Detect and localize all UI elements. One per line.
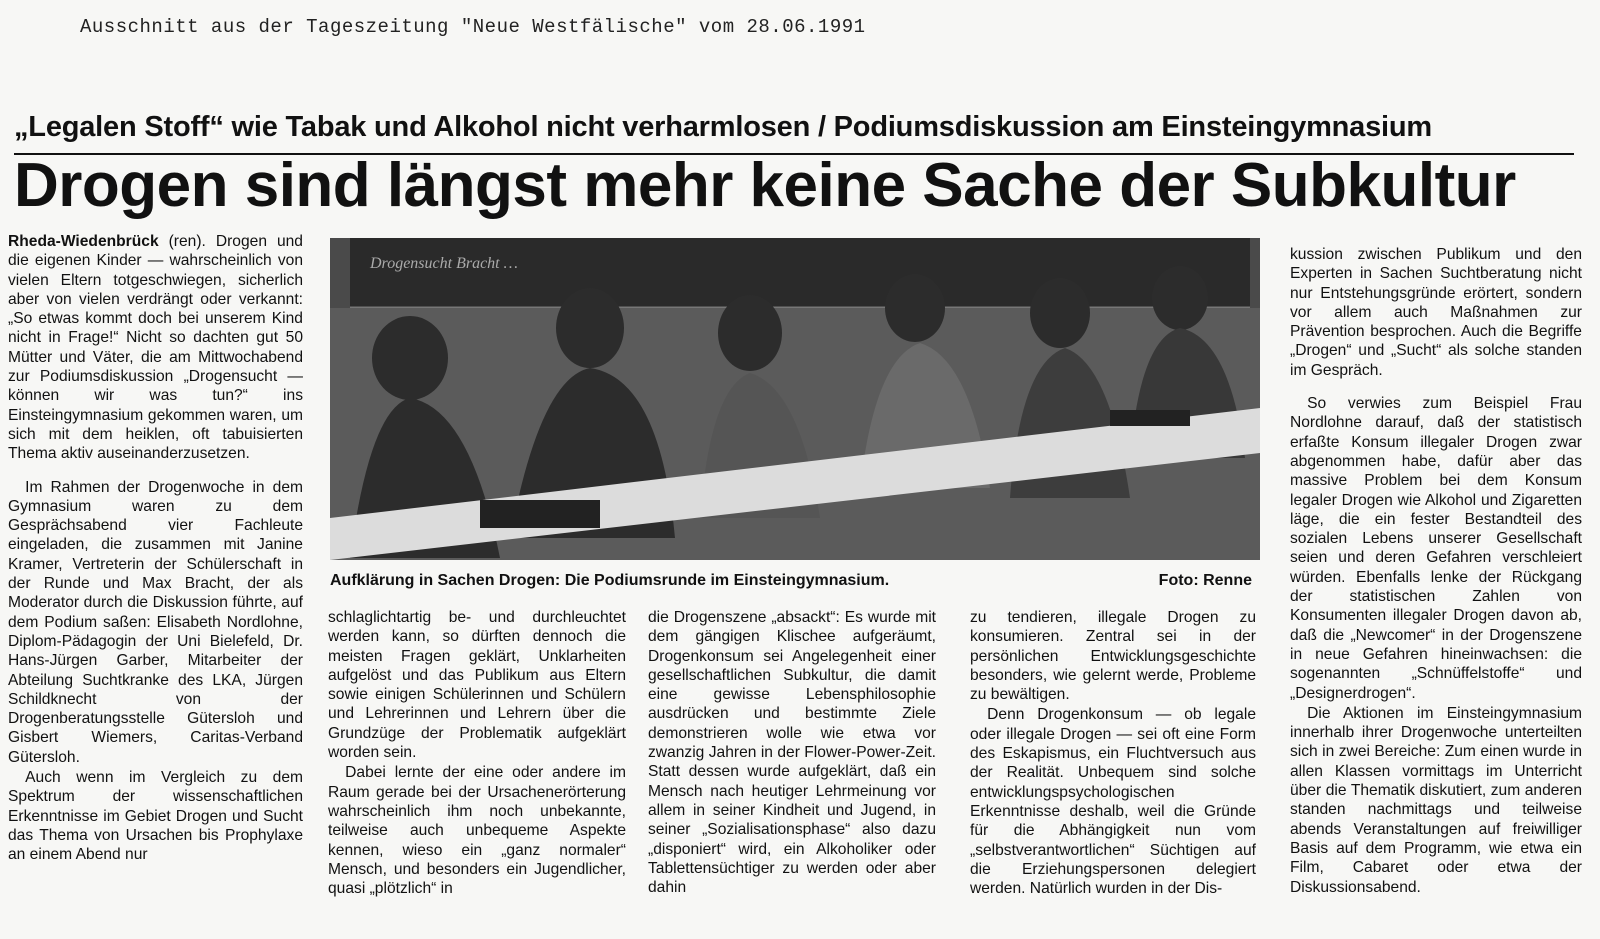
photo-credit: Foto: Renne — [1158, 572, 1252, 589]
photo-illustration — [330, 238, 1260, 560]
paragraph: die Drogenszene „absackt“: Es wurde mit dem gängigen Klischee aufgeräumt, Drogenkonsum sei Angelegenheit einer gesellschaftlichen Subkultur, die damit eine gewisse Lebensphilosophie ausdrücken und bestimmte Ziele demonstrieren wolle wie etwa vor zwanzig Jahren in der Flower-Power-Zeit. Statt dessen wurde aufgeklärt, daß ein Mensch nach heutiger Lehrmeinung vor allem in seiner Kindheit und Jugend, in seiner „Sozialisationsphase“ also dazu „disponiert“ wird, ein Alkoholiker oder Tablettensüchtiger zu werden oder aber dahin — [648, 609, 936, 897]
kicker-subheadline: „Legalen Stoff“ wie Tabak und Alkohol nicht verharmlosen / Podiumsdiskussion am Einsteingymnasium — [14, 111, 1432, 143]
paragraph: Im Rahmen der Drogenwoche in dem Gymnasium waren zu dem Gesprächsabend vier Fachleute eingeladen, die zusammen mit Janine Kramer, Vertreterin der Schülerschaft in der Runde und Max Bracht, der als Moderator durch die Diskussion führte, auf dem Podium saßen: Elisabeth Nordlohne, Diplom-Pädagogin der Uni Bielefeld, Dr. Hans-Jürgen Garber, Mitarbeiter der Abteilung Suchtkranke des LKA, Jürgen Schildknecht von der Drogenberatungsstelle Gütersloh und Gisbert Wiemers, Caritas-Verband Gütersloh. — [8, 478, 303, 766]
headline: Drogen sind längst mehr keine Sache der Subkultur — [14, 151, 1516, 220]
caption-text: Aufklärung in Sachen Drogen: Die Podiumsrunde im Einsteingymnasium. — [330, 572, 890, 589]
dateline: Rheda-Wiedenbrück — [8, 233, 159, 250]
paragraph: Auch wenn im Vergleich zu dem Spektrum der wissenschaftlichen Erkenntnisse im Gebiet Drogen und Sucht das Thema von Ursachen bis Prophylaxe an einem Abend nur — [8, 769, 303, 864]
photo-caption — [330, 572, 1260, 590]
paragraph: Dabei lernte der eine oder andere im Raum gerade bei der Ursachenerörterung wahrscheinlich ihm noch unbekannte, teilweise auch unbequeme Aspekte kennen, wieso ein „ganz normaler“ Mensch, und besonders ein Jugendlicher, quasi „plötzlich“ in — [328, 764, 626, 898]
paragraph: kussion zwischen Publikum und den Experten in Sachen Suchtberatung nicht nur Entstehungsgründe erörtert, sondern vor allem auch Maßnahmen zur Prävention besprochen. Auch die Begriffe „Drogen“ und „Sucht“ als solche standen im Gespräch. — [1290, 246, 1582, 379]
paragraph: Denn Drogenkonsum — ob legale oder illegale Drogen — sei oft eine Form des Eskapismus, ein Fluchtversuch aus der Realität. Unbequem sind solche entwicklungspsychologischen Erkenntnisse deshalb, weil die Gründe für die Abhängigkeit nun vom „selbstverantwortlichen“ Süchtigen auf die Erziehungspersonen delegiert werden. Natürlich wurden in der Dis- — [970, 706, 1256, 898]
article-column-4 — [970, 608, 1256, 898]
paragraph: Rheda-Wiedenbrück (ren). Drogen und die eigenen Kinder — wahrscheinlich von vielen Eltern totgeschwiegen, sicherlich aber von vielen verdrängt oder verkannt: „So etwas kommt doch bei unserem Kind nicht in Frage!“ Nicht so dachten gut 50 Mütter und Väter, die am Mittwochabend zur Podiumsdiskussion „Drogensucht — können wir was tun?“ ins Einsteingymnasium gekommen waren, um sich mit dem heiklen, oft tabuisierten Thema aktiv auseinanderzusetzen. — [8, 233, 303, 463]
article-column-3 — [648, 608, 936, 897]
paragraph: Die Aktionen im Einsteingymnasium innerhalb ihrer Drogenwoche unterteilten sich in zwei Bereiche: Zum einen wurde in allen Klassen vormittags im Unterricht über die Thematik diskutiert, zum anderen standen nachmittags und teilweise abends Veranstaltungen auf freiwilliger Basis auf dem Programm, wie etwa ein Film, Cabaret oder etwa der Diskussionsabend. — [1290, 704, 1582, 896]
paragraph: schlaglichtartig be- und durchleuchtet werden kann, so dürften dennoch die meisten Fragen geklärt, Unklarheiten aufgelöst und das Publikum aus Eltern sowie einigen Schülerinnen und Schülern und Lehrerinnen und Lehrern über die Grundzüge der Problematik aufgeklärt worden sein. — [328, 609, 626, 762]
blackboard — [350, 238, 1250, 308]
article-column-5 — [1290, 245, 1582, 897]
article-column-2 — [328, 608, 626, 898]
article-column-1 — [8, 232, 303, 865]
paragraph: zu tendieren, illegale Drogen zu konsumieren. Zentral sei in der persönlichen Entwicklungsgeschichte besonders, wie gelernt werde, Probleme zu bewältigen. — [970, 609, 1256, 704]
paragraph: So verwies zum Beispiel Frau Nordlohne darauf, daß der statistisch erfaßte Konsum illegaler Drogen zwar abgenommen habe, dafür aber das massive Problem bei dem Konsum legaler Drogen wie Alkohol und Zigaretten läge, die ein fester Bestandteil des sozialen Lebens unserer Gesellschaft seien und deren Gefahren verschleiert würden. Ebenfalls lenke der Rückgang der statistischen Zahlen von Konsumenten illegaler Drogen davon ab, daß die „Newcomer“ in der Drogenszene in neue Gefahren hineinwachsen: die sogenannten „Schnüffelstoffe“ und „Designerdrogen“. — [1290, 395, 1582, 702]
podium-photo — [330, 238, 1260, 560]
clipping-source-note: Ausschnitt aus der Tageszeitung "Neue Westfälische" vom 28.06.1991 — [80, 16, 866, 38]
blackboard-text: Drogensucht Bracht … — [370, 255, 518, 272]
